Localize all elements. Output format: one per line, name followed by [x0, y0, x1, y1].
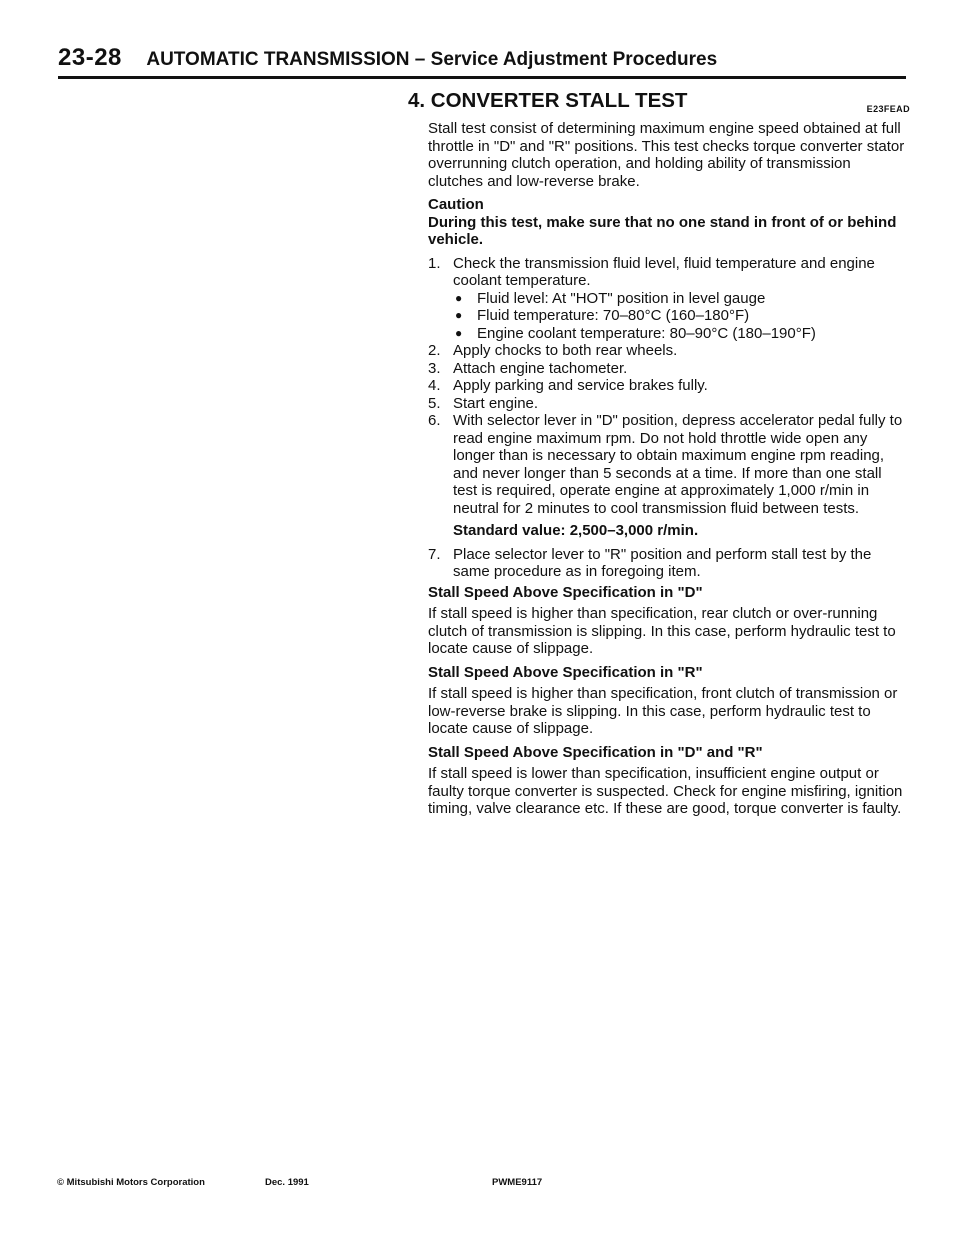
step-1-bullets [453, 290, 908, 343]
caution-block [428, 196, 908, 249]
step-text: With selector lever in "D" position, depress accelerator pedal fully to read engine maximum rpm. Do not hold throttle wide open any longer than is necessary to obtain maximum engine rpm reading, and never longer than 5 seconds at a time. If more than one stall test is required, operate engine at approximately 1,000 r/min in neutral for 2 minutes to cool transmission fluid between tests. [453, 412, 903, 517]
main-content [408, 88, 910, 824]
step-text: Place selector lever to "R" position and perform stall test by the same procedure as in foregoing item. [453, 545, 872, 580]
footer-corporation: © Mitsubishi Motors Corporation [57, 1177, 205, 1188]
subsection-d [428, 584, 908, 658]
step-4 [428, 377, 908, 395]
bullet-text: Fluid level: At "HOT" position in level gauge [477, 289, 766, 307]
page-header [58, 44, 906, 72]
step-number: 1. [428, 254, 441, 272]
step-text: Apply parking and service brakes fully. [453, 377, 708, 394]
bullet-icon: ● [455, 290, 463, 305]
footer-date: Dec. 1991 [265, 1177, 309, 1188]
step-7 [428, 546, 908, 581]
subsection-d-and-r [428, 744, 908, 818]
step-number: 2. [428, 342, 441, 359]
step-text: Check the transmission fluid level, fluid temperature and engine coolant temperature. [453, 254, 875, 289]
subsection-text: If stall speed is higher than specification, front clutch of transmission or low-reverse brake is slipping. In this case, perform hydraulic test to locate cause of slippage. [428, 685, 898, 737]
procedure-steps [428, 255, 908, 581]
caution-title: Caution [428, 196, 484, 213]
step-number: 4. [428, 377, 441, 394]
caution-text: During this test, make sure that no one stand in front of or behind vehicle. [428, 213, 897, 248]
step-text: Attach engine tachometer. [453, 359, 628, 377]
bullet-text: Engine coolant temperature: 80–90°C (180–190°F) [477, 324, 816, 342]
subsection-r [428, 664, 908, 738]
bullet-text: Fluid temperature: 70–80°C (160–180°F) [477, 307, 750, 324]
step-number: 5. [428, 394, 441, 412]
footer-doc-code: PWME9117 [492, 1177, 543, 1188]
step-number: 3. [428, 359, 441, 377]
standard-value: Standard value: 2,500–3,000 r/min. [453, 522, 699, 539]
page-number: 23-28 [58, 44, 122, 71]
step-1 [428, 255, 908, 343]
bullet-item [453, 325, 908, 343]
bullet-item [453, 307, 908, 325]
header-rule [58, 76, 906, 79]
step-text: Start engine. [453, 394, 539, 412]
subsection-title: Stall Speed Above Specification in "D" [428, 583, 703, 601]
section-heading-block [408, 88, 908, 114]
section-heading: 4. CONVERTER STALL TEST [408, 89, 688, 112]
step-2 [428, 342, 908, 360]
subsection-title: Stall Speed Above Specification in "D" and "R" [428, 743, 763, 761]
step-number: 6. [428, 412, 441, 429]
step-5 [428, 395, 908, 413]
intro-paragraph: Stall test consist of determining maximum engine speed obtained at full throttle in "D" and "R" positions. This test checks torque converter stator overrunning clutch operation, and holding ability of transmission clutches and low-reverse brake. [428, 120, 905, 190]
step-number: 7. [428, 545, 441, 563]
step-text: Apply chocks to both rear wheels. [453, 342, 678, 359]
bullet-icon: ● [455, 308, 463, 322]
subsection-text: If stall speed is higher than specification, rear clutch or over-running clutch of transmission is slipping. In this case, perform hydraulic test to locate cause of slippage. [428, 605, 896, 657]
subsection-title: Stall Speed Above Specification in "R" [428, 663, 703, 681]
section-code: E23FEAD [866, 104, 910, 114]
bullet-icon: ● [455, 325, 463, 340]
subsection-text: If stall speed is lower than specification, insufficient engine output or faulty torque converter is suspected. Check for engine misfiring, ignition timing, valve clearance etc. If these are good, torque converter is faulty. [428, 765, 903, 817]
step-6 [428, 412, 908, 546]
step-3 [428, 360, 908, 378]
bullet-item [453, 290, 908, 308]
header-title: AUTOMATIC TRANSMISSION – Service Adjustment Procedures [146, 49, 718, 70]
